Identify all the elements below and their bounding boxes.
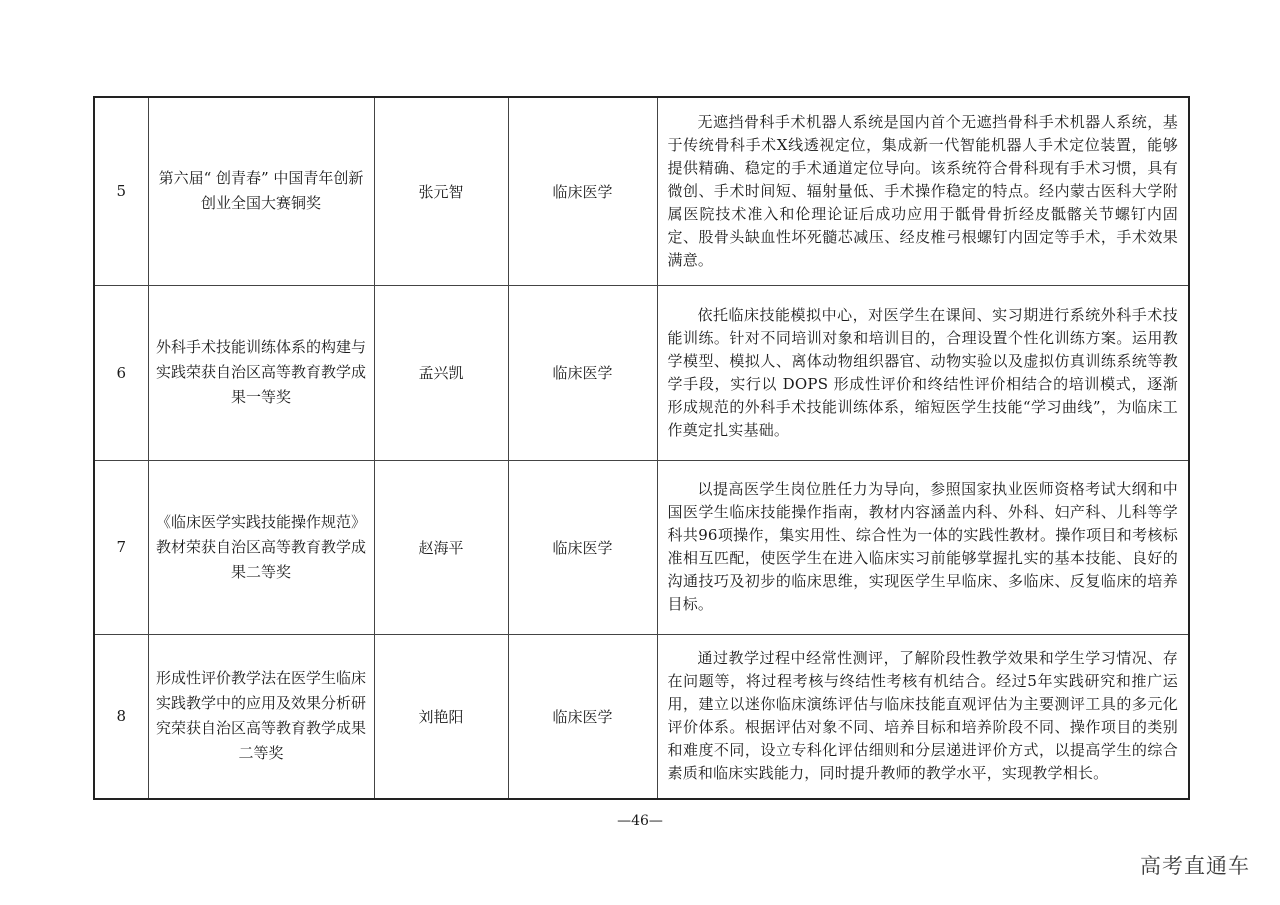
row-number: 5 (94, 97, 148, 285)
person-name: 赵海平 (374, 460, 508, 634)
person-name: 孟兴凯 (374, 285, 508, 460)
person-name: 张元智 (374, 97, 508, 285)
table-row (94, 460, 1189, 634)
row-number: 8 (94, 634, 148, 799)
description: 无遮挡骨科手术机器人系统是国内首个无遮挡骨科手术机器人系统，基于传统骨科手术X线透视定位，集成新一代智能机器人手术定位装置，能够提供精确、稳定的手术通道定位导向。该系统符合骨科现有手术习惯，具有微创、手术时间短、辐射量低、手术操作稳定的特点。经内蒙古医科大学附属医院技术准入和伦理论证后成功应用于骶骨骨折经皮骶髂关节螺钉内固定、股骨头缺血性坏死髓芯减压、经皮椎弓根螺钉内固定等手术，手术效果满意。 (667, 112, 1178, 269)
description-cell (657, 285, 1189, 460)
award-title-cell (148, 97, 374, 285)
awards-table (93, 96, 1190, 800)
department: 临床医学 (508, 285, 657, 460)
award-title: 第六届“ 创青春” 中国青年创新创业全国大赛铜奖 (158, 169, 364, 213)
description: 依托临床技能模拟中心，对医学生在课间、实习期进行系统外科手术技能训练。针对不同培训对象和培训目的，合理设置个性化训练方案。运用教学模型、模拟人、离体动物组织器官、动物实验以及虚拟仿真训练系统等教学手段，实行以 DOPS 形成性评价和终结性评价相结合的培训模式，逐渐形成规范的外科手术技能训练体系，缩短医学生技能“学习曲线”，为临床工作奠定扎实基础。 (667, 305, 1178, 439)
department: 临床医学 (508, 634, 657, 799)
award-title-cell (148, 460, 374, 634)
award-title: 《临床医学实践技能操作规范》教材荣获自治区高等教育教学成果二等奖 (155, 512, 366, 581)
description-cell (657, 634, 1189, 799)
description: 通过教学过程中经常性测评，了解阶段性教学效果和学生学习情况、存在问题等，将过程考核与终结性考核有机结合。经过5年实践研究和推广运用，建立以迷你临床演练评估与临床技能直观评估为主要测评工具的多元化评价体系。根据评估对象不同、培养目标和培养阶段不同、操作项目的类别和难度不同，设立专科化评估细则和分层递进评价方式，以提高学生的综合素质和临床实践能力，同时提升教师的教学水平，实现教学相长。 (667, 649, 1178, 783)
description: 以提高医学生岗位胜任力为导向，参照国家执业医师资格考试大纲和中国医学生临床技能操作指南，教材内容涵盖内科、外科、妇产科、儿科等学科共96项操作，集实用性、综合性为一体的实践性教材。操作项目和考核标准相互匹配，使医学生在进入临床实习前能够掌握扎实的基本技能、良好的沟通技巧及初步的临床思维，实现医学生早临床、多临床、反复临床的培养目标。 (667, 480, 1178, 613)
description-cell (657, 460, 1189, 634)
award-title: 形成性评价教学法在医学生临床实践教学中的应用及效果分析研究荣获自治区高等教育教学成果二等奖 (155, 669, 366, 763)
award-title-cell (148, 634, 374, 799)
row-number: 7 (94, 460, 148, 634)
table-row (94, 97, 1189, 285)
table-row (94, 285, 1189, 460)
department: 临床医学 (508, 460, 657, 634)
table-row (94, 634, 1189, 799)
page-number: —46— (617, 813, 663, 829)
description-cell (657, 97, 1189, 285)
row-number: 6 (94, 285, 148, 460)
person-name: 刘艳阳 (374, 634, 508, 799)
award-title: 外科手术技能训练体系的构建与实践荣获自治区高等教育教学成果一等奖 (155, 338, 366, 406)
department: 临床医学 (508, 97, 657, 285)
award-title-cell (148, 285, 374, 460)
watermark: 高考直通车 (1140, 854, 1250, 878)
